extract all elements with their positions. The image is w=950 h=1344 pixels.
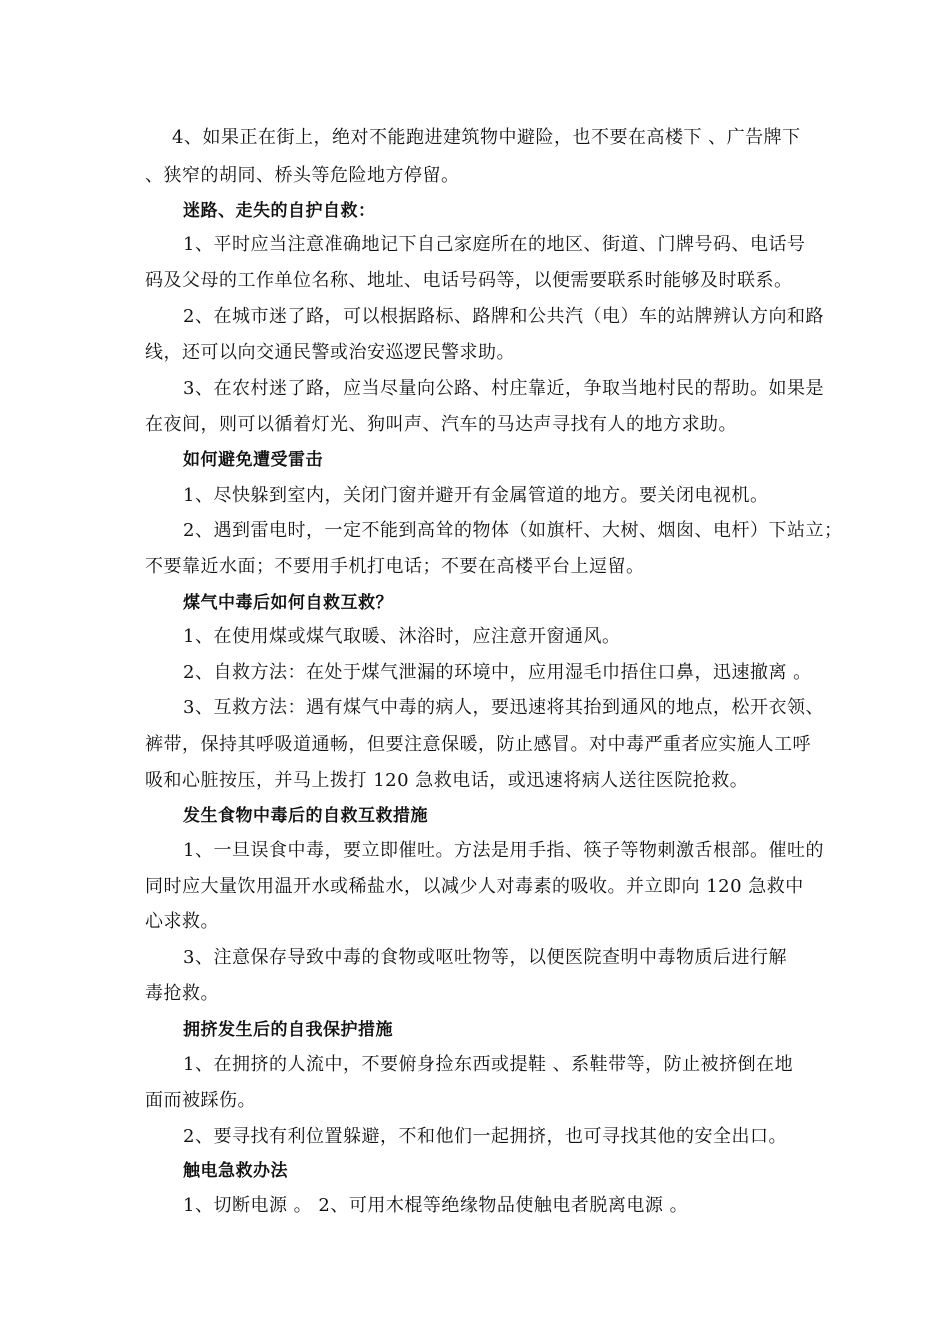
section-heading: 如何避免遭受雷击 [183, 450, 323, 470]
paragraph-line: 码及父母的工作单位名称、地址、电话号码等，以便需要联系时能够及时联系。 [145, 270, 793, 291]
paragraph-line: 1、切断电源 。 2、可用木棍等绝缘物品使触电者脱离电源 。 [183, 1195, 689, 1216]
paragraph-line: 2、遇到雷电时，一定不能到高耸的物体（如旗杆、大树、烟囱、电杆）下站立； [183, 520, 843, 541]
paragraph-line: 3、在农村迷了路，应当尽量向公路、村庄靠近，争取当地村民的帮助。如果是 [183, 378, 824, 399]
section-heading: 煤气中毒后如何自救互救？ [183, 593, 393, 613]
paragraph-line: 吸和心脏按压，并马上拨打 120 急救电话，或迅速将病人送往医院抢救。 [145, 770, 749, 791]
paragraph-line: 心求救。 [145, 911, 219, 932]
section-heading: 迷路、走失的自护自救： [183, 201, 376, 221]
paragraph-line: 1、在使用煤或煤气取暖、沐浴时，应注意开窗通风。 [183, 626, 621, 647]
section-heading: 触电急救办法 [183, 1161, 288, 1181]
paragraph-line: 1、一旦误食中毒，要立即催吐。方法是用手指、筷子等物刺激舌根部。催吐的 [183, 840, 824, 861]
paragraph-line: 在夜间，则可以循着灯光、狗叫声、汽车的马达声寻找有人的地方求助。 [145, 414, 737, 435]
paragraph-line: 线，还可以向交通民警或治安巡逻民警求助。 [145, 342, 515, 363]
paragraph-line: 不要靠近水面；不要用手机打电话；不要在高楼平台上逗留。 [145, 556, 645, 577]
paragraph-line: 、狭窄的胡同、桥头等危险地方停留。 [145, 165, 460, 186]
paragraph-line: 2、要寻找有利位置躲避，不和他们一起拥挤，也可寻找其他的安全出口。 [183, 1126, 787, 1147]
paragraph-line: 同时应大量饮用温开水或稀盐水，以减少人对毒素的吸收。并立即向 120 急救中 [145, 876, 804, 897]
section-heading: 发生食物中毒后的自救互救措施 [183, 806, 428, 826]
paragraph-line: 3、注意保存导致中毒的食物或呕吐物等，以便医院查明中毒物质后进行解 [183, 947, 787, 968]
paragraph-line: 1、平时应当注意准确地记下自己家庭所在的地区、街道、门牌号码、电话号 [183, 234, 806, 255]
paragraph-line: 3、互救方法：遇有煤气中毒的病人，要迅速将其抬到通风的地点，松开衣领、 [183, 697, 824, 718]
paragraph-line: 1、尽快躲到室内，关闭门窗并避开有金属管道的地方。要关闭电视机。 [183, 485, 769, 506]
paragraph-line: 毒抢救。 [145, 983, 219, 1004]
paragraph-line: 2、在城市迷了路，可以根据路标、路牌和公共汽（电）车的站牌辨认方向和路 [183, 306, 824, 327]
paragraph-line: 4、如果正在街上，绝对不能跑进建筑物中避险，也不要在高楼下 、广告牌下 [172, 127, 801, 148]
paragraph-line: 1、在拥挤的人流中，不要俯身捡东西或提鞋 、系鞋带等，防止被挤倒在地 [183, 1054, 794, 1075]
paragraph-line: 面而被踩伤。 [145, 1090, 256, 1111]
paragraph-line: 2、自救方法：在处于煤气泄漏的环境中，应用湿毛巾捂住口鼻，迅速撤离 。 [183, 662, 812, 683]
paragraph-line: 裤带，保持其呼吸道通畅，但要注意保暖，防止感冒。对中毒严重者应实施人工呼 [145, 734, 811, 755]
section-heading: 拥挤发生后的自我保护措施 [183, 1020, 393, 1040]
